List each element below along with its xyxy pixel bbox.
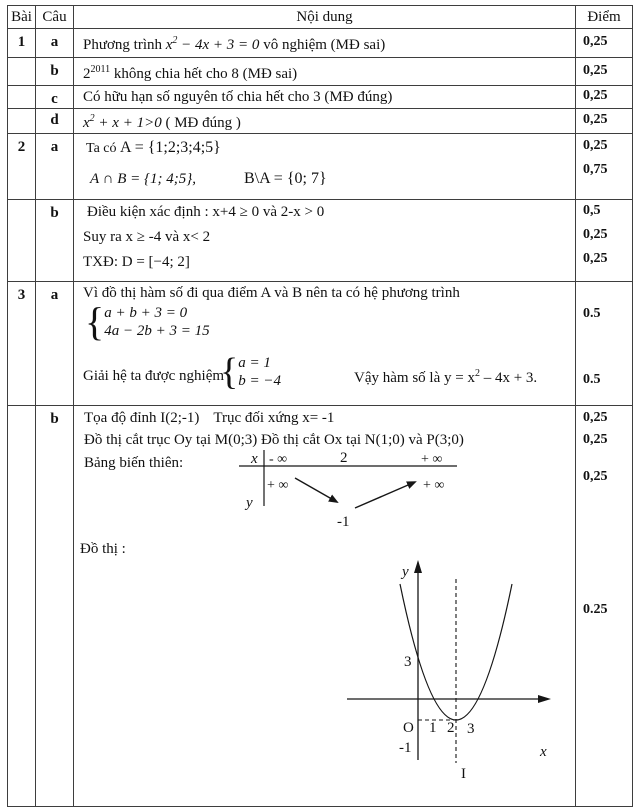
conclusion-line: Vậy hàm số là $y = x^2 - 4x + 3$. (354, 368, 538, 386)
header-noidung: Nội dung (74, 6, 576, 29)
answer-content (74, 282, 576, 406)
solution-b: b = −4 (238, 373, 281, 389)
score-cell (576, 200, 633, 282)
header-cau: Câu (36, 6, 74, 29)
implication-line: Suy ra x ≥ -4 và x< 2 (83, 229, 211, 245)
cau-letter: b (36, 200, 74, 282)
score-value: 0.5 (583, 372, 601, 387)
cau-letter: a (36, 29, 74, 58)
table-header-row (8, 6, 633, 29)
vt-increasing-arrow (355, 482, 415, 508)
cau-letter: a (36, 282, 74, 406)
answer-content (74, 58, 576, 86)
score-value: 0,25 (583, 138, 608, 153)
x-tick-3: 3 (467, 721, 475, 737)
parabola-graph (344, 554, 560, 804)
score-value: 0,25 (576, 29, 633, 58)
answer-content (74, 109, 576, 134)
score-value: 0,25 (576, 58, 633, 86)
table-row (8, 58, 633, 86)
text: Phương trình (83, 37, 166, 53)
x-axis-arrowhead (538, 695, 551, 703)
score-value: 0,25 (576, 109, 633, 134)
table-row (8, 282, 633, 406)
domain-line: TXĐ: D = [−4; 2] (83, 254, 190, 270)
score-value: 0.5 (583, 306, 601, 321)
table-row (8, 406, 633, 807)
score-cell (576, 406, 633, 807)
system-eq-1: a + b + 3 = 0 (104, 305, 188, 321)
vt-y-top-left: + ∞ (267, 478, 289, 493)
bai-number: 3 (8, 282, 36, 406)
variation-table (237, 449, 461, 531)
y-intercept-label: 3 (404, 654, 412, 670)
answer-content (74, 134, 576, 200)
score-cell (576, 134, 633, 200)
cau-letter: d (36, 109, 74, 134)
set-line: Ta có A = {1;2;3;4;5} (86, 139, 221, 156)
brace: { (220, 350, 239, 393)
graph-y-label: y (402, 564, 409, 580)
system-eq-2: 4a − 2b + 3 = 15 (104, 323, 210, 339)
vertex-line: Tọa độ đỉnh I(2;-1) Trục đối xứng x= -1 (84, 410, 335, 426)
solution-a: a = 1 (238, 355, 271, 371)
answer-content (74, 406, 576, 807)
solve-label: Giải hệ ta được nghiệm (83, 368, 225, 384)
x-tick-2: 2 (447, 720, 455, 736)
origin-label: O (403, 720, 414, 736)
graph-label: Đồ thị : (80, 541, 126, 557)
cau-letter: a (36, 134, 74, 200)
score-value: 0,25 (583, 251, 608, 266)
score-value: 0,25 (576, 86, 633, 109)
score-value: 0,25 (583, 410, 608, 425)
header-diem: Điểm (576, 6, 633, 29)
vt-y-top-right: + ∞ (423, 478, 445, 493)
text: không chia hết cho 8 (MĐ sai) (110, 66, 298, 82)
answer-content (74, 29, 576, 58)
vt-pos-infinity: + ∞ (421, 452, 443, 467)
x-tick-1: 1 (429, 720, 437, 736)
equation: $2^{2011}$ (83, 64, 111, 82)
table-row (8, 134, 633, 200)
answer-content (74, 200, 576, 282)
answer-table (7, 5, 633, 807)
vt-decreasing-arrow (295, 478, 337, 502)
variation-table-label: Bảng biến thiên: (84, 455, 184, 471)
vt-minimum-value: -1 (337, 514, 350, 530)
bai-number: 1 (8, 29, 36, 58)
explanation-line: Vì đồ thị hàm số đi qua điểm A và B nên ta có hệ phương trình (83, 285, 460, 301)
text: vô nghiệm (MĐ sai) (259, 37, 386, 53)
y-tick-neg1: -1 (399, 740, 412, 756)
equation-system (85, 299, 210, 344)
table-row (8, 109, 633, 134)
table-row (8, 200, 633, 282)
score-value: 0,25 (583, 227, 608, 242)
score-cell (576, 282, 633, 406)
y-axis-arrowhead (414, 560, 422, 573)
score-value: 0,25 (583, 469, 608, 484)
score-value: 0.25 (583, 602, 608, 617)
cau-letter: b (36, 406, 74, 807)
table-row (8, 29, 633, 58)
graph-x-label: x (540, 744, 547, 760)
brace: { (85, 299, 105, 344)
difference-line: B\A = {0; 7} (244, 170, 327, 187)
solution-system (220, 350, 281, 393)
table-row (8, 86, 633, 109)
vt-neg-infinity: - ∞ (269, 452, 288, 467)
vertex-label: I (461, 766, 466, 782)
intersection-line: A ∩ B = {1; 4;5}, (90, 171, 196, 187)
equation: $x^2 + x + 1>0$ (83, 113, 162, 131)
condition-line: Điều kiện xác định : x+4 ≥ 0 và 2-x > 0 (87, 204, 325, 220)
vt-x-label: x (251, 451, 258, 467)
equation: $x^2 - 4x + 3 = 0$ (165, 35, 260, 53)
vt-x-value: 2 (340, 450, 348, 466)
header-bai: Bài (8, 6, 36, 29)
score-value: 0,5 (583, 203, 601, 218)
answer-content: Có hữu hạn số nguyên tố chia hết cho 3 (MĐ đúng) (74, 86, 576, 109)
cau-letter: c (36, 86, 74, 109)
cau-letter: b (36, 58, 74, 86)
text: ( MĐ đúng ) (161, 115, 241, 131)
vt-y-label: y (246, 495, 253, 511)
bai-number: 2 (8, 134, 36, 200)
score-value: 0,25 (583, 432, 608, 447)
score-value: 0,75 (583, 162, 608, 177)
intercepts-line: Đồ thị cắt trục Oy tại M(0;3) Đồ thị cắt Ox tại N(1;0) và P(3;0) (84, 432, 464, 448)
